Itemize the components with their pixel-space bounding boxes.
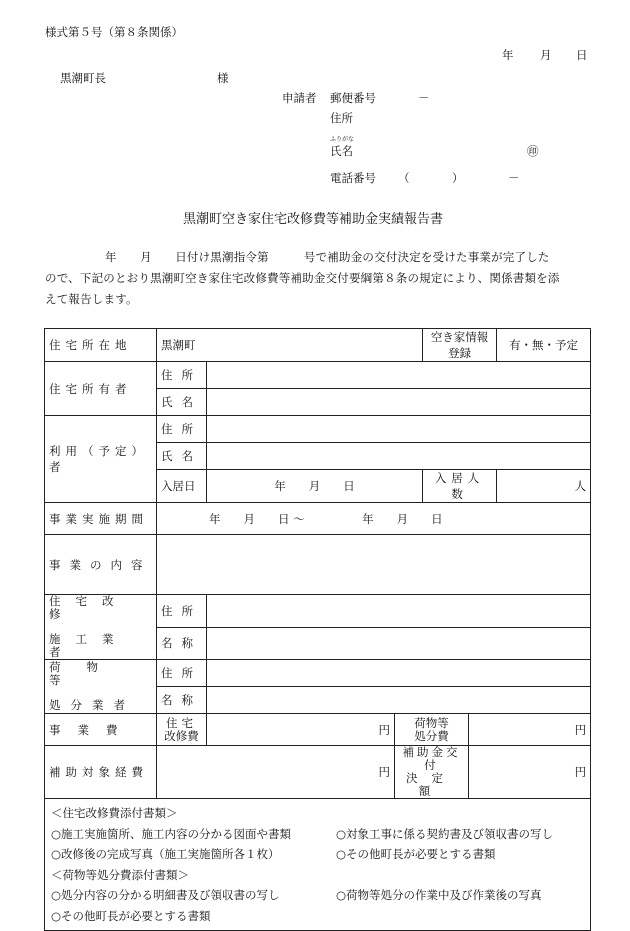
form-number: 様式第５号（第８条関係） bbox=[45, 25, 183, 39]
body-line-3: えて報告します。 bbox=[45, 292, 138, 306]
renovation-attachments-heading: ＜住宅改修費添付書類＞ bbox=[51, 806, 178, 820]
owner-label: 住宅所有者 bbox=[45, 362, 157, 416]
user-address-label: 住所 bbox=[157, 416, 207, 443]
user-label: 利用（予定）者 bbox=[45, 416, 157, 503]
content-label: 事業の内容 bbox=[45, 535, 157, 595]
phone-open-paren: （ bbox=[398, 171, 410, 185]
owner-name-label: 氏名 bbox=[157, 389, 207, 416]
residents-label: 入居人数 bbox=[423, 470, 497, 503]
renovator-label bbox=[45, 595, 157, 660]
renovation-cost-label-line1: 住宅 bbox=[166, 715, 197, 730]
postal-code-label: 郵便番号 bbox=[330, 91, 376, 105]
content-field[interactable] bbox=[157, 535, 591, 595]
period-value[interactable]: 年 月 日 〜 年 月 日 bbox=[157, 503, 591, 535]
renovation-attachment-item: ○改修後の完成写真（施工実施箇所各１枚） bbox=[51, 847, 280, 861]
period-label: 事業実施期間 bbox=[45, 503, 157, 535]
disposal-cost-label-line1: 荷物等 bbox=[414, 715, 449, 730]
seal-mark: ㊞ bbox=[527, 144, 539, 158]
cost-label: 事業費 bbox=[45, 714, 157, 746]
document-title: 黒潮町空き家住宅改修費等補助金実績報告書 bbox=[183, 212, 444, 227]
disposal-attachment-item: ○その他町長が必要とする書類 bbox=[51, 908, 211, 923]
renovation-attachment-item: ○その他町長が必要とする書類 bbox=[336, 847, 496, 861]
phone-close-paren: ） bbox=[452, 171, 464, 185]
disposal-attachment-item: ○荷物等処分の作業中及び作業後の写真 bbox=[336, 888, 542, 902]
disposer-address-field[interactable] bbox=[207, 660, 591, 687]
report-table bbox=[44, 328, 591, 931]
postal-code-dash: － bbox=[418, 91, 430, 105]
user-address-field[interactable] bbox=[207, 416, 591, 443]
applicant-label: 申請者 bbox=[282, 91, 317, 105]
disposer-label-line1: 荷物等 bbox=[49, 660, 124, 687]
owner-address-field[interactable] bbox=[207, 362, 591, 389]
renovation-cost-label bbox=[157, 714, 207, 746]
phone-label: 電話番号 bbox=[330, 171, 376, 185]
renovator-label-line1: 住宅改修 bbox=[49, 594, 129, 621]
addressee-name: 黒潮町長 bbox=[60, 71, 106, 85]
renovation-cost-label-line2: 改修費 bbox=[164, 728, 199, 743]
decision-label bbox=[395, 746, 469, 799]
location-value[interactable]: 黒潮町 bbox=[157, 329, 423, 362]
disposer-company-field[interactable] bbox=[207, 687, 591, 714]
addressee-honorific: 様 bbox=[217, 71, 229, 85]
disposal-cost-label bbox=[395, 714, 469, 746]
attachments-section bbox=[45, 799, 591, 931]
user-name-field[interactable] bbox=[207, 443, 591, 470]
owner-address-label: 住所 bbox=[157, 362, 207, 389]
decision-amount-field[interactable]: 円 bbox=[469, 746, 591, 799]
residents-unit[interactable]: 人 bbox=[497, 470, 591, 503]
decision-label-line2: 決定額 bbox=[406, 771, 458, 798]
subsidy-base-label: 補助対象経費 bbox=[45, 746, 157, 799]
move-in-date[interactable]: 年 月 日 bbox=[207, 470, 423, 503]
renovator-label-line2: 施工業者 bbox=[49, 632, 129, 659]
renovator-company-field[interactable] bbox=[207, 627, 591, 660]
registry-label: 空き家情報登録 bbox=[423, 329, 497, 362]
date-month: 月 bbox=[540, 48, 552, 62]
renovator-address-field[interactable] bbox=[207, 595, 591, 628]
registry-value[interactable]: 有・無・予定 bbox=[497, 329, 591, 362]
disposal-cost-label-line2: 処分費 bbox=[414, 728, 449, 743]
user-name-label: 氏名 bbox=[157, 443, 207, 470]
disposer-label-line2: 処分業者 bbox=[49, 698, 135, 712]
name-ruby: ふりがな bbox=[330, 136, 355, 143]
date-year: 年 bbox=[502, 48, 514, 62]
disposal-attachments-heading: ＜荷物等処分費添付書類＞ bbox=[51, 867, 189, 882]
body-line-2: ので、下記のとおり黒潮町空き家住宅改修費等補助金交付要綱第８条の規定により、関係書類を添 bbox=[45, 271, 560, 285]
renovator-address-label: 住所 bbox=[157, 595, 207, 628]
renovation-attachment-item: ○施工実施箇所、施工内容の分かる図面や書類 bbox=[51, 826, 292, 841]
renovation-attachment-item: ○対象工事に係る契約書及び領収書の写し bbox=[336, 826, 554, 841]
renovator-company-label: 名称 bbox=[157, 627, 207, 660]
disposal-cost-field[interactable]: 円 bbox=[469, 714, 591, 746]
subsidy-base-field[interactable]: 円 bbox=[157, 746, 395, 799]
name-label: 氏名 bbox=[330, 144, 353, 158]
move-in-label: 入居日 bbox=[157, 470, 207, 503]
date-day: 日 bbox=[576, 48, 588, 62]
body-paragraph bbox=[45, 247, 590, 310]
disposer-address-label: 住所 bbox=[157, 660, 207, 687]
owner-name-field[interactable] bbox=[207, 389, 591, 416]
disposer-company-label: 名称 bbox=[157, 687, 207, 714]
disposer-label bbox=[45, 660, 157, 714]
disposal-attachment-item: ○処分内容の分かる明細書及び領収書の写し bbox=[51, 888, 280, 902]
decision-label-line1: 補助金交付 bbox=[402, 745, 461, 772]
location-label: 住宅所在地 bbox=[45, 329, 157, 362]
body-line-1: 年 月 日付け黒潮指令第 号で補助金の交付決定を受けた事業が完了した bbox=[105, 250, 550, 264]
address-label: 住所 bbox=[330, 111, 353, 125]
renovation-cost-field[interactable]: 円 bbox=[207, 714, 395, 746]
phone-dash: － bbox=[508, 171, 520, 185]
